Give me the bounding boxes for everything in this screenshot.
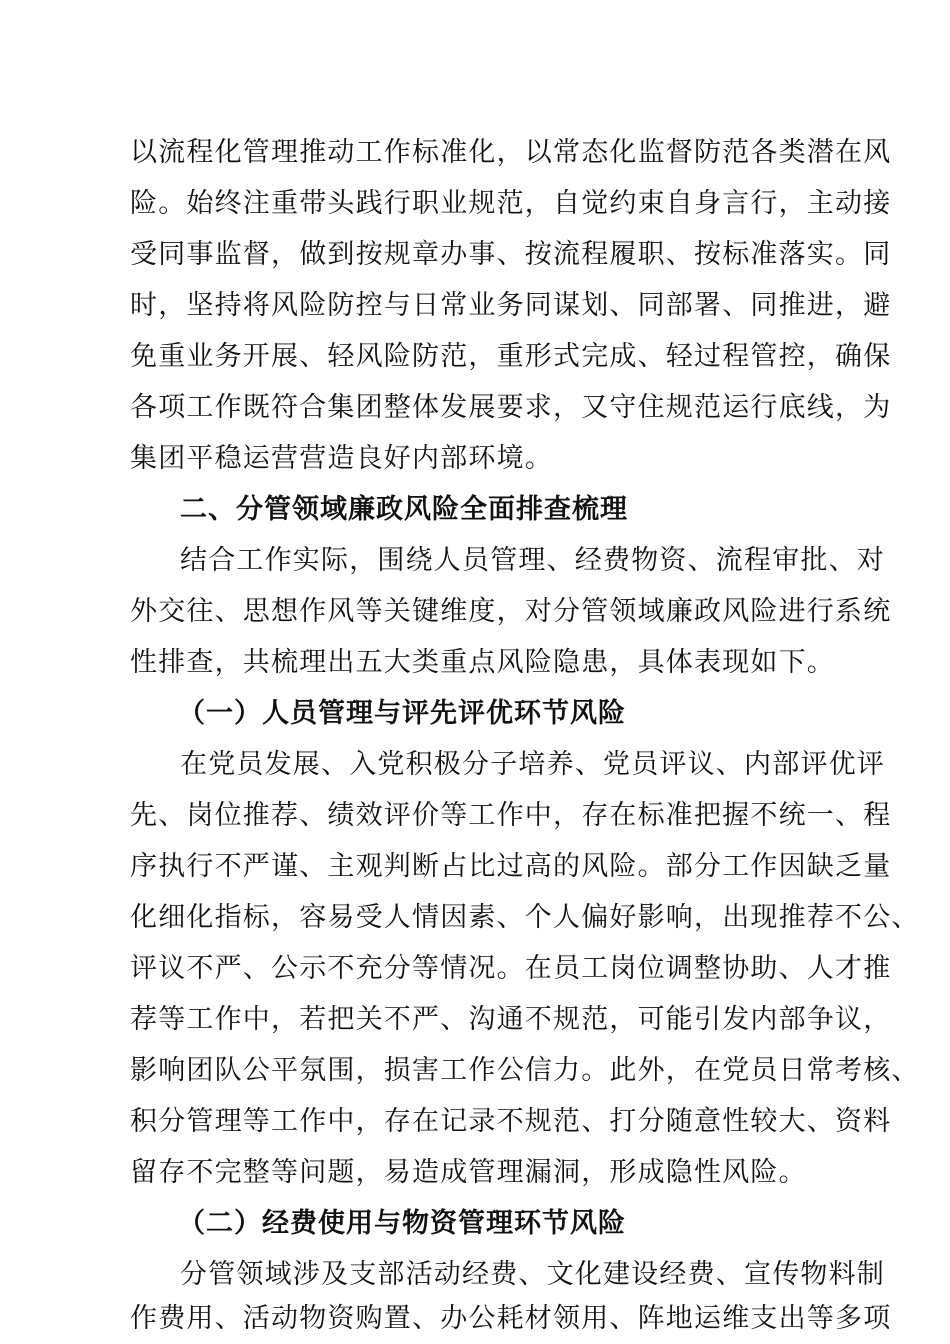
paragraph-line: 在党员发展、入党积极分子培养、党员评议、内部评优评 <box>180 749 885 780</box>
paragraph-line: 留存不完整等问题，易造成管理漏洞，形成隐性风险。 <box>130 1157 807 1188</box>
subsection-heading: （二）经费使用与物资管理环节风险 <box>178 1208 626 1239</box>
paragraph-line: 结合工作实际，围绕人员管理、经费物资、流程审批、对 <box>180 545 885 576</box>
paragraph-line: 分管领域涉及支部活动经费、文化建设经费、宣传物料制 <box>180 1259 885 1290</box>
paragraph-line: 险。始终注重带头践行职业规范，自觉约束自身言行，主动接 <box>130 188 892 219</box>
paragraph-line: 受同事监督，做到按规章办事、按流程履职、按标准落实。同 <box>130 239 892 270</box>
paragraph-line: 以流程化管理推动工作标准化，以常态化监督防范各类潜在风 <box>130 137 892 168</box>
paragraph-line: 先、岗位推荐、绩效评价等工作中，存在标准把握不统一、程 <box>130 800 892 831</box>
paragraph-line: 影响团队公平氛围，损害工作公信力。此外，在党员日常考核、 <box>130 1055 920 1086</box>
paragraph-line: 荐等工作中，若把关不严、沟通不规范，可能引发内部争议， <box>130 1004 892 1035</box>
paragraph-line: 积分管理等工作中，存在记录不规范、打分随意性较大、资料 <box>130 1106 892 1137</box>
paragraph-line: 时，坚持将风险防控与日常业务同谋划、同部署、同推进，避 <box>130 290 892 321</box>
paragraph-line: 评议不严、公示不充分等情况。在员工岗位调整协助、人才推 <box>130 953 892 984</box>
paragraph-line: 化细化指标，容易受人情因素、个人偏好影响，出现推荐不公、 <box>130 902 920 933</box>
paragraph-line: 性排查，共梳理出五大类重点风险隐患，具体表现如下。 <box>130 647 835 678</box>
section-heading: 二、分管领域廉政风险全面排查梳理 <box>180 494 628 525</box>
paragraph-line: 作费用、活动物资购置、办公耗材领用、阵地运维支出等多项 <box>130 1303 892 1334</box>
subsection-heading: （一）人员管理与评先评优环节风险 <box>178 698 626 729</box>
paragraph-line: 免重业务开展、轻风险防范，重形式完成、轻过程管控，确保 <box>130 341 892 372</box>
paragraph-line: 各项工作既符合集团整体发展要求，又守住规范运行底线，为 <box>130 392 892 423</box>
paragraph-line: 外交往、思想作风等关键维度，对分管领域廉政风险进行系统 <box>130 596 892 627</box>
paragraph-line: 序执行不严谨、主观判断占比过高的风险。部分工作因缺乏量 <box>130 851 892 882</box>
paragraph-line: 集团平稳运营营造良好内部环境。 <box>130 443 553 474</box>
